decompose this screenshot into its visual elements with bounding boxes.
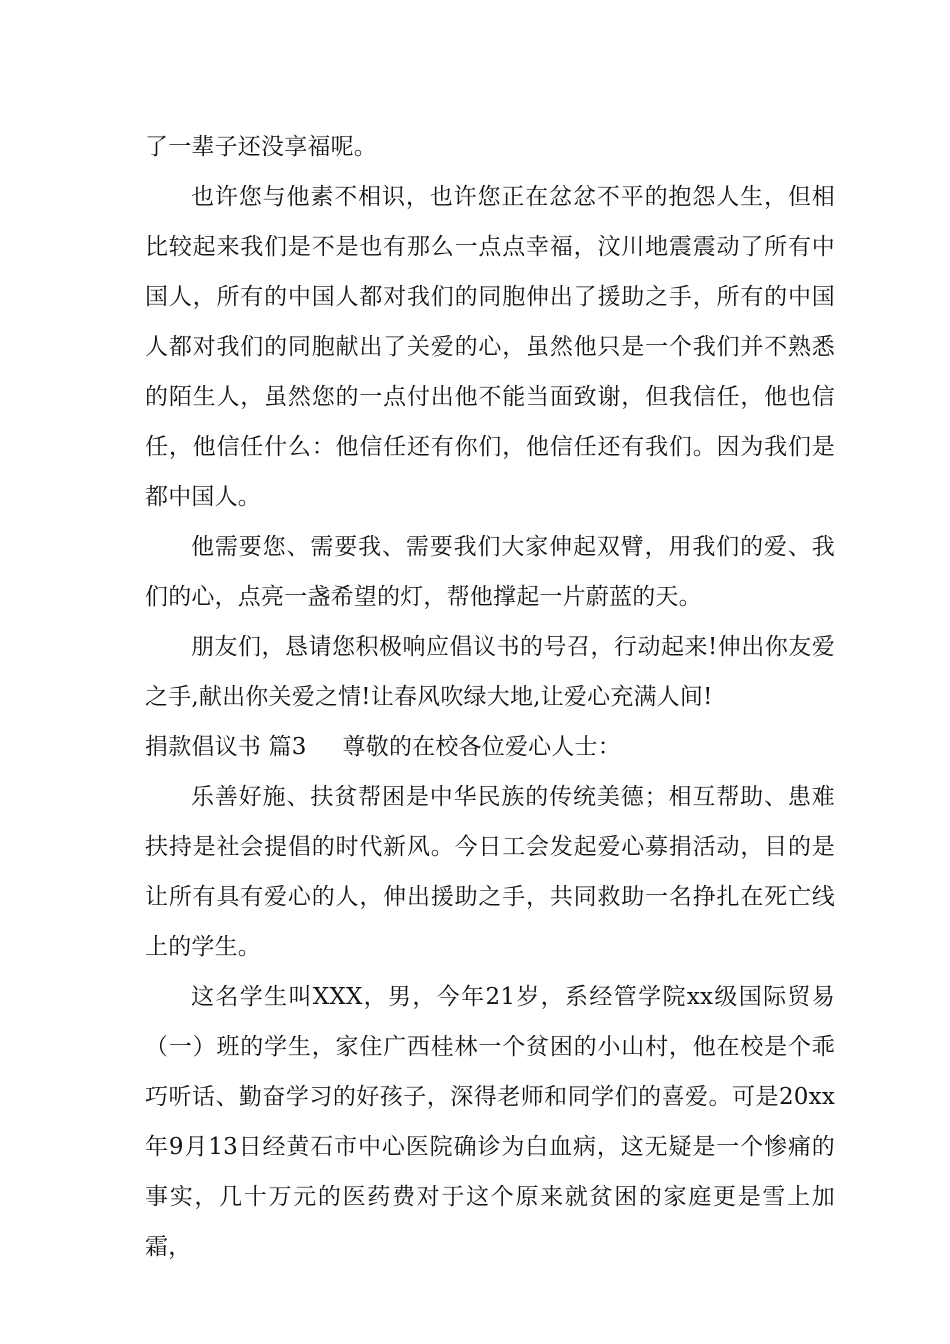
section-heading [145, 722, 835, 772]
paragraph-3: 他需要您、需要我、需要我们大家伸起双臂，用我们的爱、我们的心，点亮一盏希望的灯，帮他撑起一片蔚蓝的天。 [145, 534, 835, 610]
paragraph-2: 也许您与他素不相识，也许您正在忿忿不平的抱怨人生，但相比较起来我们是不是也有那么一点点幸福，汶川地震震动了所有中国人，所有的中国人都对我们的同胞伸出了援助之手，所有的中国人都对我们的同胞献出了关爱的心，虽然他只是一个我们并不熟悉的陌生人，虽然您的一点付出他不能当面致谢，但我信任，他也信任，他信任什么：他信任还有你们，他信任还有我们。因为我们是都中国人。 [145, 184, 835, 510]
document-body [145, 122, 835, 1272]
paragraph-5: 乐善好施、扶贫帮困是中华民族的传统美德；相互帮助、患难扶持是社会提倡的时代新风。今日工会发起爱心募捐活动，目的是让所有具有爱心的人，伸出援助之手，共同救助一名挣扎在死亡线上的学生。 [145, 784, 835, 960]
section-title: 捐款倡议书 篇3 [145, 734, 307, 760]
paragraph-6: 这名学生叫XXX，男，今年21岁，系经管学院xx级国际贸易（一）班的学生，家住广西桂林一个贫困的小山村，他在校是个乖巧听话、勤奋学习的好孩子，深得老师和同学们的喜爱。可是20xx年9月13日经黄石市中心医院确诊为白血病，这无疑是一个惨痛的事实，几十万元的医药费对于这个原来就贫困的家庭更是雪上加霜， [145, 984, 835, 1260]
paragraph-1: 了一辈子还没享福呢。 [145, 134, 377, 160]
paragraph-4: 朋友们，恳请您积极响应倡议书的号召，行动起来!伸出你友爱之手,献出你关爱之情!让春风吹绿大地,让爱心充满人间! [145, 634, 835, 710]
salutation: 尊敬的在校各位爱心人士： [342, 734, 621, 760]
